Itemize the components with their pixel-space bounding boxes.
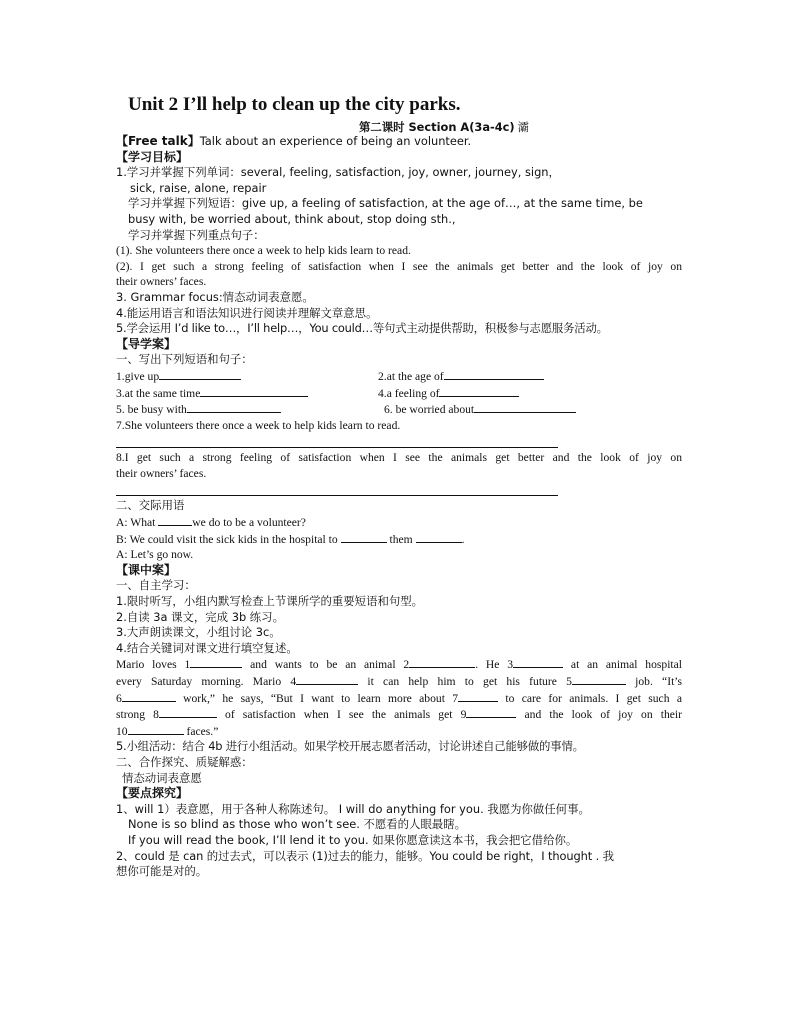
blank[interactable]: [200, 385, 308, 397]
passage-text: to care for animals. I get such a: [505, 691, 682, 705]
passage-text: faces.”: [186, 724, 219, 738]
phrase-4: 4.a feeling of: [378, 386, 440, 400]
key-point-2: 2、could 是 can 的过去式，可以表示 (1)过去的能力，能够。You could be right，I thought . 我: [116, 848, 614, 863]
passage-text: it can help him to get his future: [367, 675, 557, 688]
class-task-1: 1.限时听写，小组内默写检查上节课所学的重要短语和句型。: [116, 594, 424, 609]
passage-text: every Saturday morning. Mario 4: [116, 675, 297, 688]
key-point-1-example-3: If you will read the book, I’ll lend it to you. 如果你愿意读这本书，我会把它借给你。: [128, 832, 578, 847]
guide-section-1: 一、写出下列短语和句子：: [116, 352, 253, 367]
phrase-row-1: [116, 368, 682, 385]
blank[interactable]: [158, 514, 192, 526]
guide-heading: 【导学案】: [116, 336, 177, 351]
phrase-row-3: [116, 401, 682, 418]
class-section-1: 一、自主学习：: [116, 578, 196, 593]
class-task-4: 4.结合关键词对课文进行填空复述。: [116, 640, 298, 655]
mario-line-3: [116, 690, 682, 707]
goal-words-cont: sick, raise, alone, repair: [130, 180, 267, 195]
blank[interactable]: [416, 531, 462, 543]
blank[interactable]: [122, 690, 176, 702]
blank[interactable]: [159, 368, 241, 380]
passage-text: of satisfaction when I see the animals get 9: [225, 708, 467, 722]
blank[interactable]: [296, 673, 358, 685]
phrase-5: 5. be busy with: [116, 403, 187, 417]
key-point-2-cont: 想你可能是对的。: [116, 864, 208, 879]
blank[interactable]: [444, 368, 544, 380]
phrase-6: 6. be worried about: [384, 403, 475, 417]
blank[interactable]: [439, 385, 519, 397]
dialogue-text: them: [389, 532, 413, 546]
key-point-1-example-2: None is so blind as those who won’t see. 不愿看的人眼最瞎。: [128, 817, 467, 832]
answer-line[interactable]: [116, 481, 558, 496]
phrase-8: 8.I get such a strong feeling of satisfaction when I see the animals get better and the look of joy on: [116, 451, 682, 465]
blank[interactable]: [474, 401, 576, 413]
goal-reading: 4.能运用语言和语法知识进行阅读并理解文章意思。: [116, 305, 378, 320]
guide-section-2: 二、交际用语: [116, 498, 185, 513]
dialogue-text: A: What: [116, 516, 156, 530]
passage-text: and wants to be an animal 2: [250, 658, 410, 672]
subtitle-mark: 灞: [517, 120, 530, 134]
class-task-5: 5.小组活动：结合 4b 进行小组活动。如果学校开展志愿者活动，讨论讲述自己能够做的事情。: [116, 739, 584, 754]
phrase-2: 2.at the age of: [378, 369, 444, 383]
class-heading: 【课中案】: [116, 562, 177, 577]
passage-text: job. “It’s: [635, 675, 683, 688]
goal-speaking: 5.学会运用 I’d like to…，I’ll help…，You could…等句式主动提供帮助，积极参与志愿服务活动。: [116, 321, 608, 336]
dialogue-line-2: [116, 531, 682, 548]
passage-text: 5: [566, 675, 572, 688]
goal-sentence-2: (2). I get such a strong feeling of satisfaction when I see the animals get better and the look of joy on: [116, 259, 682, 273]
passage-text: 6: [116, 691, 122, 705]
phrase-7: 7.She volunteers there once a week to help kids learn to read.: [116, 418, 401, 432]
class-section-2: 二、合作探究、质疑解惑：: [116, 754, 253, 769]
blank[interactable]: [572, 673, 626, 685]
lesson-subtitle: [206, 120, 682, 134]
blank[interactable]: [341, 531, 387, 543]
dialogue-text: B: We could visit the sick kids in the hospital to: [116, 532, 338, 546]
topic-label: 情态动词表意愿: [122, 770, 202, 785]
blank[interactable]: [187, 401, 281, 413]
goal-sentence-1: (1). She volunteers there once a week to help kids learn to read.: [116, 244, 411, 258]
answer-line[interactable]: [116, 433, 558, 448]
goal-sentences-label: 学习并掌握下列重点句子：: [128, 227, 265, 242]
blank[interactable]: [466, 706, 516, 718]
free-talk: [116, 134, 682, 150]
key-point-1: 1、will 1）表意愿，用于各种人称陈述句。 I will do anything for you. 我愿为你做任何事。: [116, 801, 590, 816]
passage-text: . He 3: [475, 658, 514, 672]
free-talk-text: Talk about an experience of being an volunteer.: [199, 134, 472, 148]
goals-heading: 【学习目标】: [116, 149, 189, 164]
mario-line-2: [116, 673, 682, 690]
mario-line-1: [116, 656, 682, 673]
passage-text: Mario loves 1: [116, 658, 191, 672]
dialogue-line-3: A: Let’s go now.: [116, 548, 194, 562]
blank[interactable]: [458, 690, 498, 702]
blank[interactable]: [409, 656, 475, 668]
goal-words: 1.学习并掌握下列单词：several, feeling, satisfaction, joy, owner, journey, sign，: [116, 165, 560, 180]
passage-text: work,” he says, “But I want to learn more about 7: [183, 691, 459, 705]
passage-text: strong 8: [116, 708, 159, 722]
dialogue-text: .: [461, 532, 465, 546]
dialogue-line-1: [116, 514, 682, 531]
passage-text: at an animal hospital: [570, 658, 682, 672]
worksheet-page: [116, 90, 682, 880]
dialogue-text: we do to be a volunteer?: [192, 516, 306, 530]
goal-phrases: 学习并掌握下列短语：give up, a feeling of satisfaction, at the age of…, at the same time, be: [128, 196, 643, 211]
passage-text: and the look of joy on their: [524, 708, 683, 722]
blank[interactable]: [159, 706, 217, 718]
blank[interactable]: [190, 656, 242, 668]
phrase-1: 1.give up: [116, 369, 160, 383]
mario-line-5: [116, 723, 682, 740]
phrase-row-2: [116, 385, 682, 402]
lesson-subtitle-text: 第二课时 Section A(3a-4c): [358, 120, 515, 134]
page-title: Unit 2 I’ll help to clean up the city parks.: [128, 94, 461, 115]
goal-phrases-cont: busy with, be worried about, think about, stop doing sth.,: [128, 211, 456, 226]
blank[interactable]: [128, 723, 184, 735]
class-task-3: 3.大声朗读课文，小组讨论 3c。: [116, 625, 281, 640]
blank[interactable]: [513, 656, 563, 668]
phrase-8-cont: their owners’ faces.: [116, 466, 207, 480]
goal-grammar: 3. Grammar focus:情态动词表意愿。: [116, 289, 314, 304]
key-points-heading: 【要点探究】: [116, 786, 189, 801]
free-talk-label: 【Free talk】: [116, 134, 200, 148]
mario-line-4: [116, 706, 682, 723]
phrase-3: 3.at the same time: [116, 386, 201, 400]
class-task-2: 2.自读 3a 课文，完成 3b 练习。: [116, 609, 284, 624]
goal-sentence-2-cont: their owners’ faces.: [116, 275, 207, 289]
passage-text: 10: [116, 724, 128, 738]
